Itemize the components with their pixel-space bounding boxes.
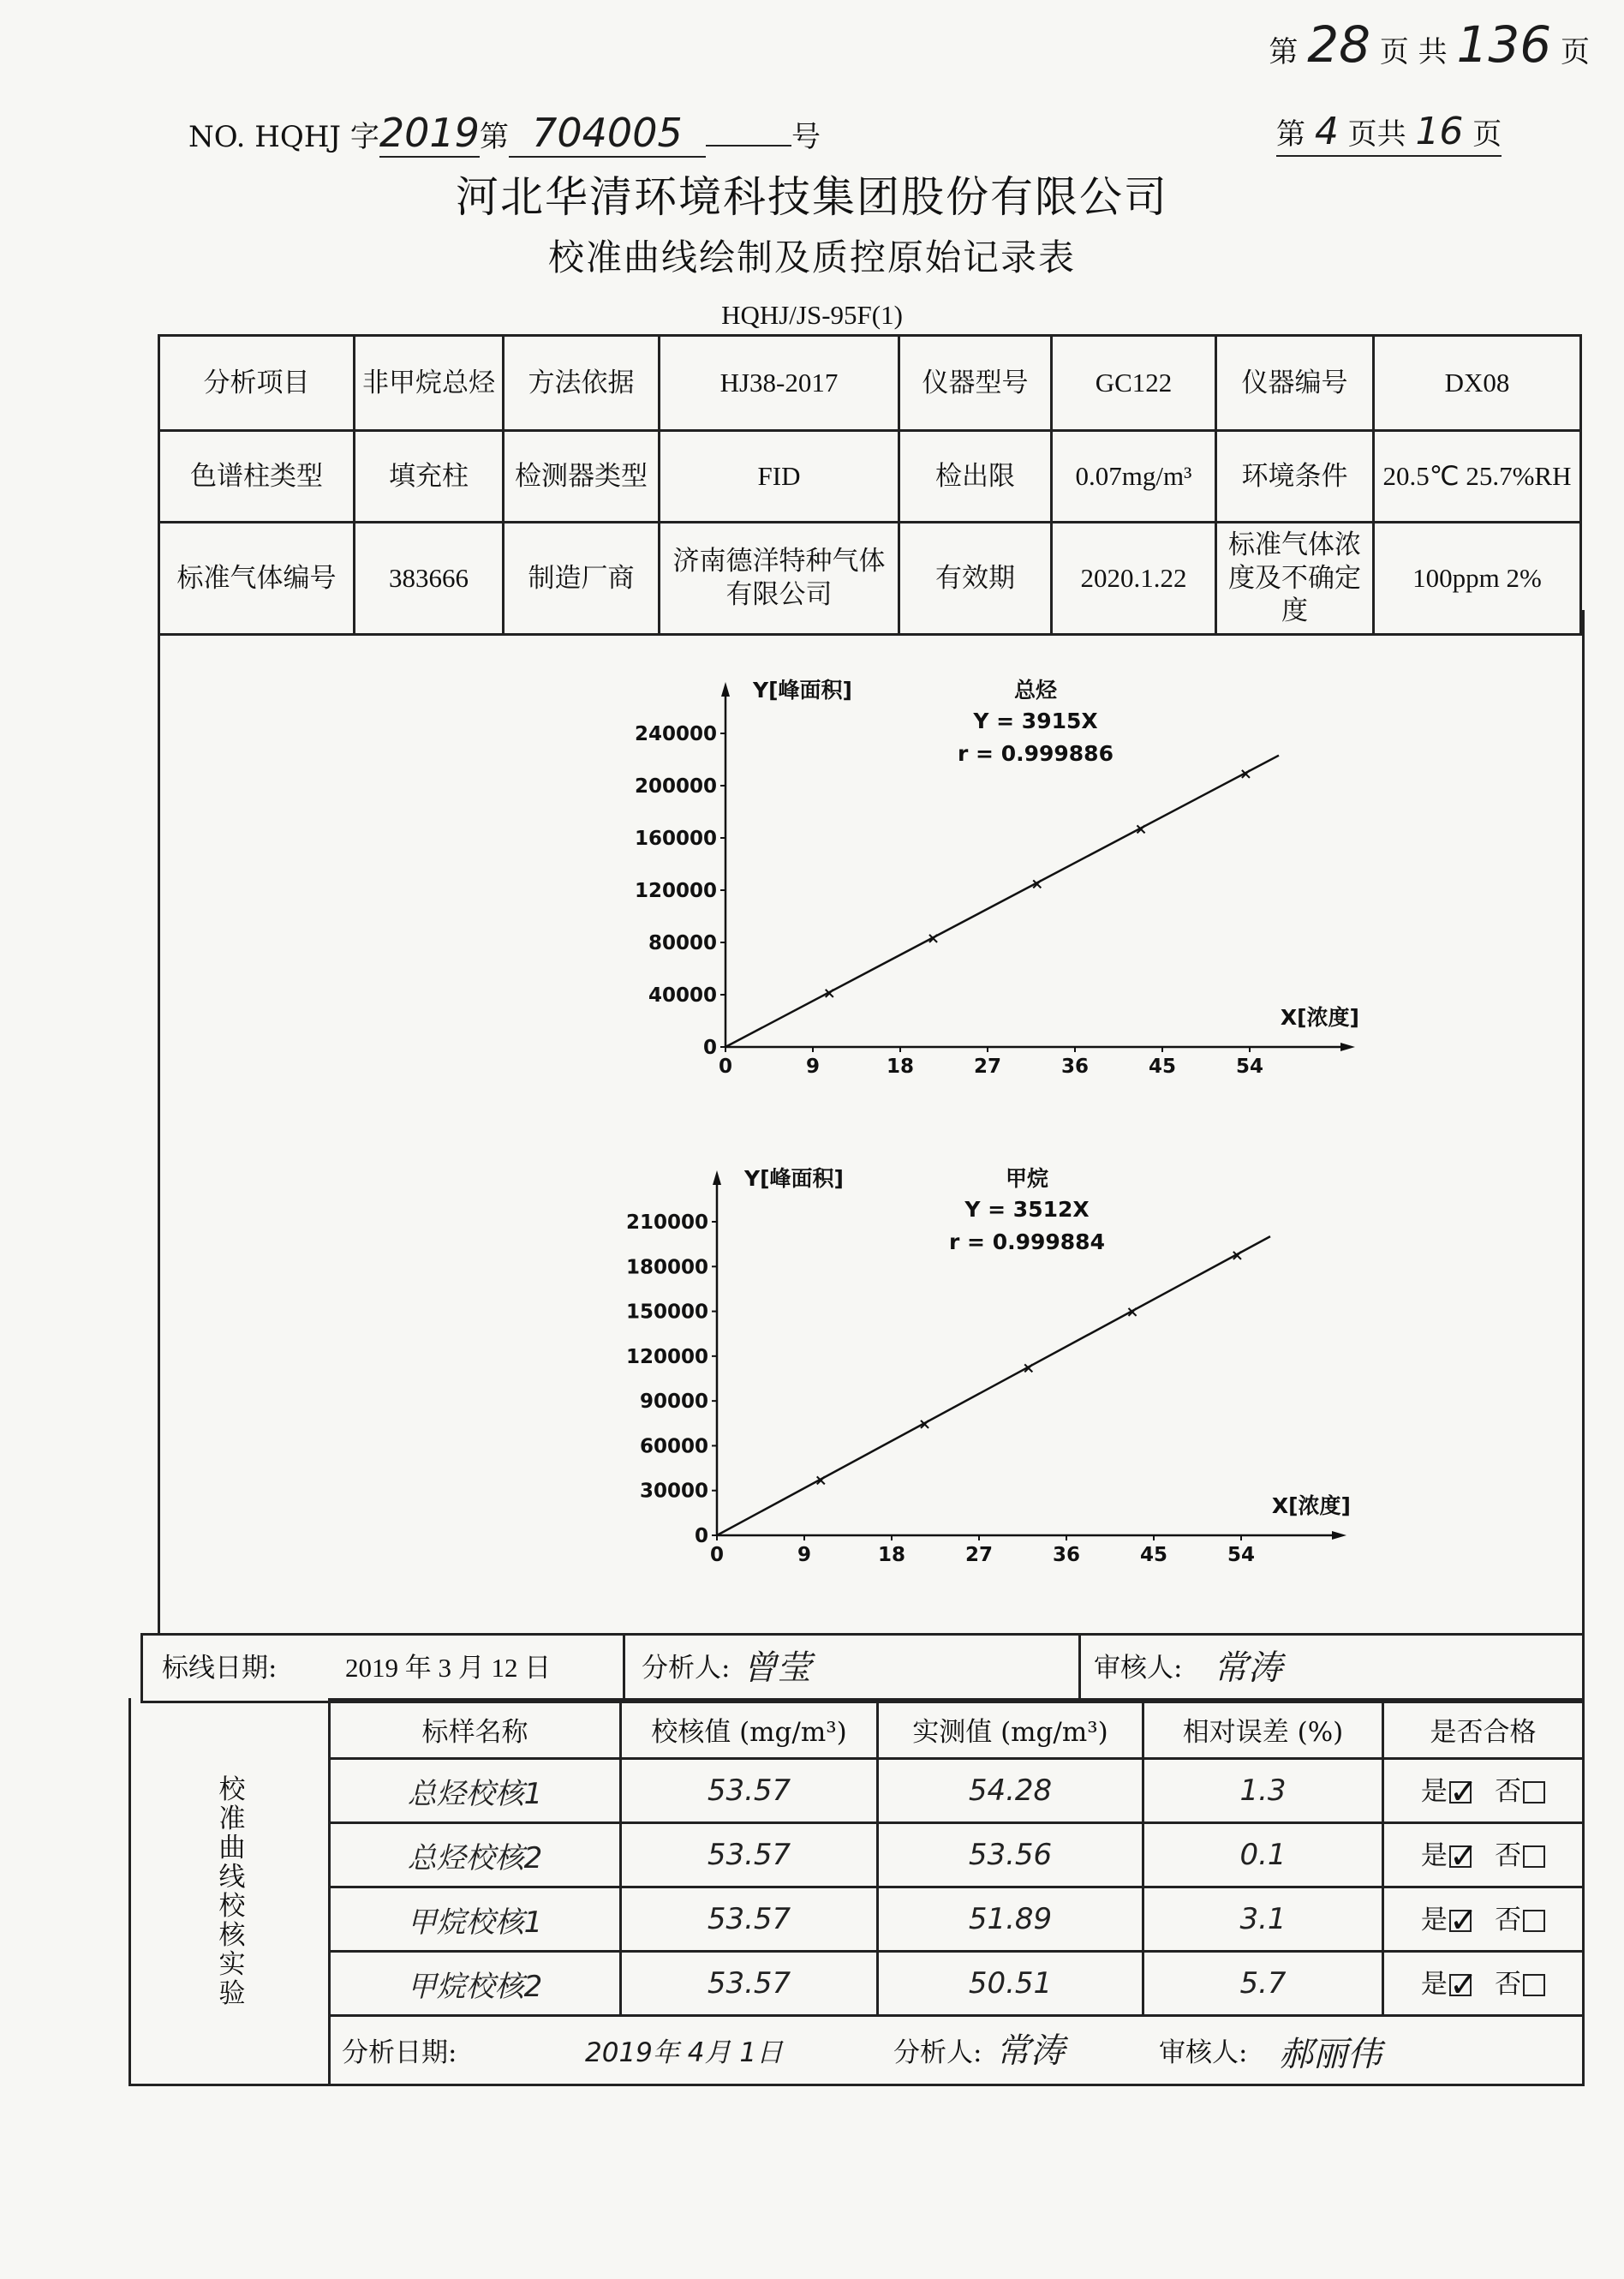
checkmark-icon: ✓ — [1448, 1901, 1478, 1941]
check-reviewer-signature: 郝丽伟 — [1279, 2035, 1382, 2074]
page-ye: 页 — [1472, 117, 1502, 152]
checkmark-icon: ✓ — [1448, 1965, 1478, 2006]
check-signature-row — [328, 2012, 1582, 2084]
check-reviewer-label: 审核人: — [1159, 2037, 1248, 2068]
page-total: 16 — [1415, 110, 1464, 153]
yes-label: 是 — [1420, 1968, 1448, 2000]
curve-date-label: 标线日期: — [162, 1653, 278, 1684]
y-axis-label: Y[峰面积] — [744, 1166, 844, 1191]
relative-error: 3.1 — [1143, 1887, 1383, 1952]
x-tick-label: 18 — [877, 1544, 906, 1566]
doc-serial: 704005 — [532, 110, 683, 156]
regression-line — [725, 756, 1279, 1047]
y-tick-label: 0 — [694, 1525, 708, 1547]
doc-year: 2019 — [379, 110, 480, 156]
calibration-charts-area — [158, 610, 1585, 1633]
y-tick-label: 240000 — [634, 723, 717, 745]
qualified-cell — [1383, 1759, 1584, 1823]
check-value: 53.57 — [621, 1952, 878, 2016]
y-tick-label: 180000 — [625, 1256, 708, 1279]
header-qualified: 是否合格 — [1383, 1700, 1584, 1759]
checkmark-icon: ✓ — [1448, 1837, 1478, 1877]
curve-signature-row — [140, 1633, 1585, 1703]
header-standard-name: 标样名称 — [330, 1700, 621, 1759]
qualified-cell — [1383, 1887, 1584, 1952]
y-tick-label: 30000 — [639, 1480, 708, 1503]
page-number — [1276, 110, 1502, 157]
standard-name: 甲烷校核2 — [330, 1952, 621, 2016]
standard-name: 总烃校核2 — [330, 1823, 621, 1887]
yes-label: 是 — [1420, 1904, 1448, 1935]
no-label: 否 — [1495, 1968, 1522, 2000]
no-label: 否 — [1495, 1904, 1522, 1935]
table-row — [330, 1887, 1584, 1952]
x-tick-label: 9 — [797, 1544, 812, 1566]
y-axis-arrow-icon — [721, 682, 730, 697]
value-analysis-item: 非甲烷总烃 — [355, 336, 504, 431]
label-environment: 环境条件 — [1216, 431, 1374, 523]
standard-name: 总烃校核1 — [330, 1759, 621, 1823]
y-axis-label: Y[峰面积] — [753, 678, 852, 703]
page-ye-gong: 页共 — [1347, 117, 1406, 152]
chart-equation: Y = 3915X — [973, 709, 1098, 733]
x-axis-arrow-icon — [1340, 1043, 1355, 1051]
corner-page: 28 — [1307, 15, 1371, 74]
data-point: × — [1030, 875, 1044, 894]
check-analyst-signature: 常涛 — [996, 2031, 1065, 2071]
chart-equation: Y = 3512X — [964, 1197, 1090, 1222]
check-analyst-label: 分析人: — [893, 2037, 982, 2068]
measured-value: 54.28 — [878, 1759, 1143, 1823]
chart-title: 甲烷 — [1005, 1166, 1049, 1191]
data-point: × — [917, 1415, 932, 1434]
corner-total: 136 — [1456, 15, 1552, 74]
table-row — [330, 1823, 1584, 1887]
x-tick-label: 27 — [973, 1056, 1002, 1078]
doc-no-label: NO. HQHJ 字 — [188, 120, 379, 154]
x-axis-arrow-icon — [1332, 1531, 1346, 1540]
no-label: 否 — [1495, 1839, 1522, 1871]
form-code: HQHJ/JS-95F(1) — [721, 300, 903, 330]
x-tick-label: 45 — [1139, 1544, 1168, 1566]
value-expiry: 2020.1.22 — [1052, 523, 1216, 635]
page-num: 4 — [1314, 110, 1339, 153]
value-detection-limit: 0.07mg/m³ — [1052, 431, 1216, 523]
label-detector-type: 检测器类型 — [504, 431, 660, 523]
y-tick-label: 40000 — [648, 984, 717, 1007]
value-environment: 20.5℃ 25.7%RH — [1374, 431, 1581, 523]
data-point: × — [1125, 1303, 1139, 1322]
company-name: 河北华清环境科技集团股份有限公司 — [456, 172, 1168, 222]
relative-error: 0.1 — [1143, 1823, 1383, 1887]
x-axis-label: X[浓度] — [1280, 1005, 1359, 1030]
x-tick-label: 18 — [886, 1056, 915, 1078]
y-tick-label: 210000 — [625, 1211, 708, 1234]
value-instrument-model: GC122 — [1052, 336, 1216, 431]
no-checkbox[interactable] — [1523, 1845, 1545, 1868]
x-tick-label: 9 — [805, 1056, 821, 1078]
form-title: 校准曲线绘制及质控原始记录表 — [547, 236, 1076, 278]
label-expiry: 有效期 — [899, 523, 1052, 635]
curve-analyst-signature: 曾莹 — [743, 1648, 811, 1688]
y-tick-label: 200000 — [634, 775, 717, 798]
curve-reviewer-signature: 常涛 — [1214, 1648, 1282, 1688]
table-row — [330, 1759, 1584, 1823]
standard-name: 甲烷校核1 — [330, 1887, 621, 1952]
curve-reviewer-label: 审核人: — [1094, 1653, 1183, 1684]
curve-date: 2019 年 3 月 12 日 — [345, 1653, 552, 1683]
measured-value: 53.56 — [878, 1823, 1143, 1887]
measured-value: 51.89 — [878, 1887, 1143, 1952]
no-checkbox[interactable] — [1523, 1974, 1545, 1996]
data-point: × — [822, 984, 836, 1003]
label-instrument-model: 仪器型号 — [899, 336, 1052, 431]
y-axis-arrow-icon — [713, 1170, 721, 1185]
check-value: 53.57 — [621, 1823, 878, 1887]
checkmark-icon: ✓ — [1448, 1773, 1478, 1813]
yes-label: 是 — [1420, 1839, 1448, 1871]
value-instrument-number: DX08 — [1374, 336, 1581, 431]
x-tick-label: 54 — [1227, 1544, 1256, 1566]
x-tick-label: 54 — [1235, 1056, 1264, 1078]
label-gas-concentration: 标准气体浓度及不确定度 — [1216, 523, 1374, 635]
data-point: × — [926, 930, 940, 948]
document-number — [188, 110, 821, 158]
y-tick-label: 0 — [702, 1037, 717, 1059]
x-tick-label: 0 — [709, 1544, 725, 1566]
header-relative-error: 相对误差 (%) — [1143, 1700, 1383, 1759]
total-hydrocarbon-chart — [469, 653, 1359, 1133]
label-analysis-item: 分析项目 — [159, 336, 355, 431]
check-side-label-cell — [131, 1698, 331, 2084]
y-tick-label: 60000 — [639, 1435, 708, 1458]
archive-page-number — [1269, 15, 1590, 74]
check-value: 53.57 — [621, 1887, 878, 1952]
relative-error: 5.7 — [1143, 1952, 1383, 2016]
curve-analyst-label: 分析人: — [642, 1653, 731, 1684]
value-gas-concentration: 100ppm 2% — [1374, 523, 1581, 635]
data-point: × — [1239, 764, 1253, 783]
value-detector-type: FID — [660, 431, 899, 523]
qualified-cell — [1383, 1952, 1584, 2016]
corner-gong: 页 共 — [1379, 35, 1448, 69]
y-tick-label: 90000 — [639, 1391, 708, 1414]
value-standard-gas-number: 383666 — [355, 523, 504, 635]
y-tick-label: 120000 — [625, 1345, 708, 1368]
header-check-value: 校核值 (mg/m³) — [621, 1700, 878, 1759]
yes-label: 是 — [1420, 1775, 1448, 1807]
label-method-basis: 方法依据 — [504, 336, 660, 431]
check-date-label: 分析日期: — [342, 2037, 457, 2068]
calibration-check-section — [128, 1698, 1585, 2086]
instrument-info-table — [158, 334, 1582, 636]
regression-line — [717, 1236, 1270, 1535]
chart-r-value: r = 0.999886 — [958, 741, 1114, 766]
data-point: × — [1022, 1359, 1036, 1378]
x-tick-label: 45 — [1148, 1056, 1177, 1078]
table-row — [330, 1952, 1584, 2016]
no-label: 否 — [1495, 1775, 1522, 1807]
doc-hao: 号 — [791, 120, 821, 154]
x-axis-label: X[浓度] — [1271, 1493, 1351, 1518]
label-standard-gas-number: 标准气体编号 — [159, 523, 355, 635]
page-di: 第 — [1276, 117, 1305, 152]
check-value: 53.57 — [621, 1759, 878, 1823]
y-tick-label: 80000 — [648, 932, 717, 954]
x-tick-label: 27 — [964, 1544, 994, 1566]
label-instrument-number: 仪器编号 — [1216, 336, 1374, 431]
corner-ye: 页 — [1561, 35, 1590, 69]
y-tick-label: 150000 — [625, 1301, 708, 1324]
label-manufacturer: 制造厂商 — [504, 523, 660, 635]
calibration-check-table — [328, 1698, 1585, 2017]
corner-di: 第 — [1269, 35, 1299, 69]
no-checkbox[interactable] — [1523, 1781, 1545, 1803]
value-manufacturer: 济南德洋特种气体有限公司 — [660, 523, 899, 635]
check-side-label: 校准曲线校核实验 — [218, 1774, 246, 2009]
qualified-cell — [1383, 1823, 1584, 1887]
no-checkbox[interactable] — [1523, 1910, 1545, 1932]
chart-title: 总烃 — [1013, 678, 1058, 703]
measured-value: 50.51 — [878, 1952, 1143, 2016]
check-date: 2019年 4月 1日 — [585, 2037, 784, 2068]
chart-r-value: r = 0.999884 — [949, 1229, 1105, 1254]
x-tick-label: 36 — [1060, 1056, 1090, 1078]
x-tick-label: 0 — [718, 1056, 733, 1078]
methane-chart — [460, 1141, 1351, 1621]
label-detection-limit: 检出限 — [899, 431, 1052, 523]
relative-error: 1.3 — [1143, 1759, 1383, 1823]
data-point: × — [814, 1471, 827, 1490]
label-column-type: 色谱柱类型 — [159, 431, 355, 523]
data-point: × — [1230, 1246, 1245, 1265]
y-tick-label: 160000 — [634, 828, 717, 850]
data-point: × — [1134, 820, 1148, 839]
header-measured-value: 实测值 (mg/m³) — [878, 1700, 1143, 1759]
value-column-type: 填充柱 — [355, 431, 504, 523]
value-method-basis: HJ38-2017 — [660, 336, 899, 431]
y-tick-label: 120000 — [634, 880, 717, 902]
doc-di: 第 — [479, 120, 509, 154]
x-tick-label: 36 — [1052, 1544, 1081, 1566]
